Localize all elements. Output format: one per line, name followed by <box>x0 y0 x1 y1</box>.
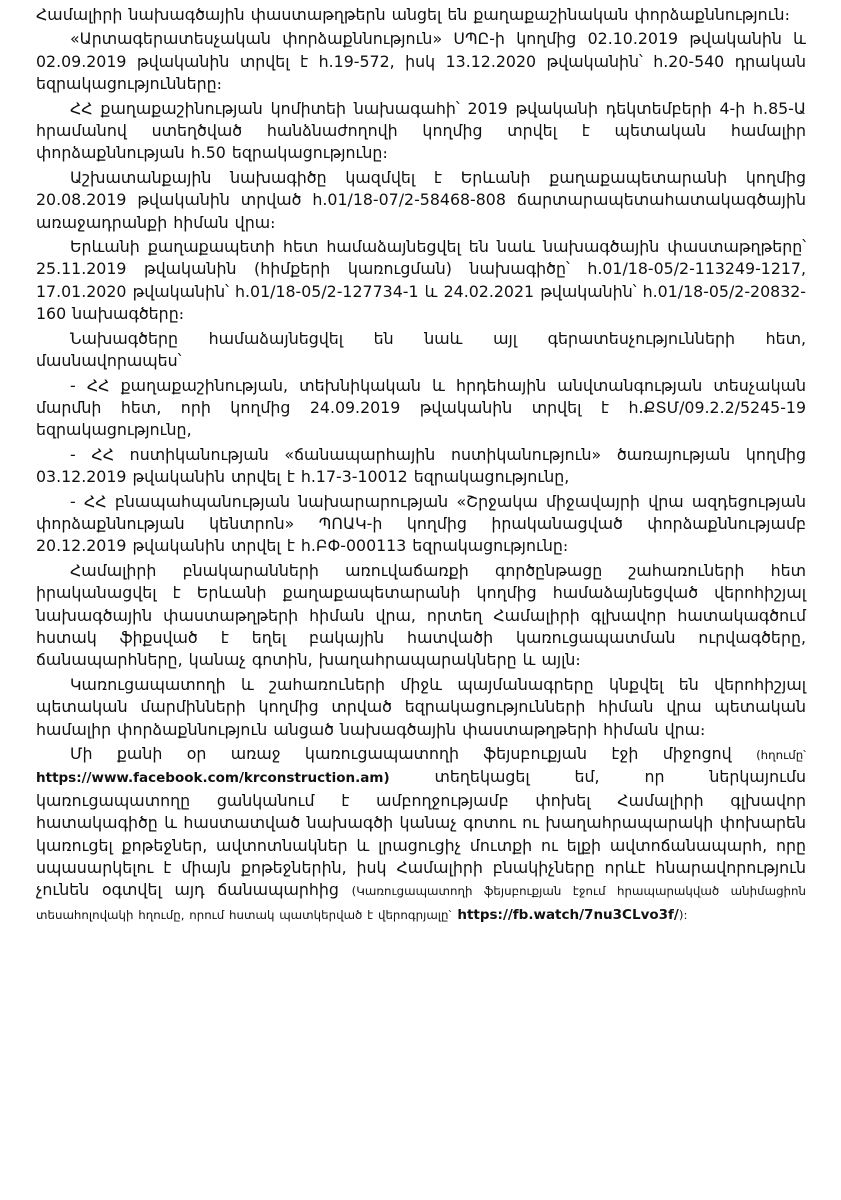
paragraph-expertise-llc: «Արտագերատեսչական փորձաքննություն» ՍՊԸ-ի կողմից 02.10.2019 թվականին և 02.09.2019 թվականին տրվել է հ.19-572, իսկ 13.12.2020 թվականին՝ հ.20-540 դրական եզրակացությունները։ <box>36 29 806 94</box>
facebook-notice-text-a: Մի քանի օր առաջ կառուցապատողի ֆեյսբուքյան էջի միջոցով <box>70 744 732 763</box>
paragraph-working-project: Աշխատանքային նախագիծը կազմվել է Երևանի քաղաքապետարանի կողմից 20.08.2019 թվականին տրված հ.01/18-07/2-58468-808 ճարտարապետահատակագծային առաջադրանքի հիման վրա։ <box>36 167 806 232</box>
paragraph-mayor-approval: Երևանի քաղաքապետի հետ համաձայնեցվել են նաև նախագծային փաստաթղթերը՝ 25.11.2019 թվականին (հիմքերի կառուցման) նախագիծը՝ հ.01/18-05/2-113249-1217, 17.01.2020 թվականին՝ հ.01/18-05/2-127734-1 և 24.02.2021 թվականին՝ հ.01/18-05/2-20832-160 նախագծերը։ <box>36 237 806 324</box>
facebook-notice-text-c: տեղեկացել եմ, որ ներկայումս կառուցապատողը ցանկանում է ամբողջությամբ փոխել Համալիրի գլխավոր հատակագիծը և հաստատված նախագծի կանաչ գոտու ու խաղահրապարակի փոխարեն կառուցել քոթեջներ, ավտոտնակներ և լրացուցիչ մուտքի ու ելքի ավտոճանապարհ, որը սպասարկելու է միայն քոթեջներին, իսկ Համալիրի բնակիչները որևէ հնարավորություն չունեն օգտվել այդ ճանապարհից <box>36 767 806 900</box>
paragraph-sales-process: Համալիրի բնակարանների առուվաճառքի գործընթացը շահառուների հետ իրականացվել է Երևանի քաղաքապետարանի կողմից համաձայնեցված վերոհիշյալ նախագծային փաստաթղթերի հիման վրա, որտեղ Համալիրի գլխավոր հատակագծում հստակ ֆիքսված է եղել բակային հատվածի կառուցապատման ուրվագծերը, ճանապարհները, կանաչ գոտին, խաղահրապարակները և այլն։ <box>36 560 806 670</box>
paragraph-facebook-notice <box>36 743 806 926</box>
paragraph-agencies: Նախագծերը համաձայնեցվել են նաև այլ գերատեսչությունների հետ, մասնավորապես՝ <box>36 328 806 371</box>
list-item-police: - ՀՀ ոստիկանության «ճանապարհային ոստիկանություն» ծառայության կողմից 03.12.2019 թվականին տրվել է հ.17-3-10012 եզրակացությունը, <box>36 444 806 487</box>
document-page <box>36 4 806 928</box>
facebook-page-link[interactable]: https://www.facebook.com/krconstruction.am) <box>36 770 390 787</box>
paragraph-contracts: Կառուցապատողի և շահառուների միջև պայմանագրերը կնքվել են վերոհիշյալ պետական մարմինների կողմից տրված եզրակացությունների հիման վրա պետական համալիր փորձաքննություն անցած նախագծային փաստաթղթերի հիման վրա։ <box>36 674 806 739</box>
facebook-link-prefix: (հղումը՝ <box>756 748 806 762</box>
video-link[interactable]: https://fb.watch/7nu3CLvo3f/ <box>457 906 679 923</box>
paragraph-committee: ՀՀ քաղաքաշինության կոմիտեի նախագահի՝ 2019 թվականի դեկտեմբերի 4-ի հ.85-Ա հրամանով ստեղծված հանձնաժողովի կողմից տրվել է պետական համալիր փորձաքննության հ.50 եզրակացությունը։ <box>36 98 806 163</box>
list-item-environment: - ՀՀ բնապահպանության նախարարության «Շրջակա միջավայրի վրա ազդեցության փորձաքննության կենտրոն» ՊՈԱԿ-ի կողմից իրականացված փորձաքննությամբ 20.12.2019 թվականին տրվել է հ.ԲՓ-000113 եզրակացությունը։ <box>36 491 806 556</box>
list-item-inspection: - ՀՀ քաղաքաշինության, տեխնիկական և հրդեհային անվտանգության տեսչական մարմնի հետ, որի կողմից 24.09.2019 թվականին տրվել է հ.ՔՏՄ/09.2.2/5245-19 եզրակացությունը, <box>36 375 806 440</box>
video-link-suffix: ): <box>678 907 688 922</box>
video-link-prefix: (Կառուցապատողի ֆեյսբուքյան էջում հրապարակված անիմացիոն տեսահոլովակի հղումը, որում հստակ պատկերված է վերոգրյալը՝ <box>36 884 806 922</box>
paragraph-expertise-intro: Համալիրի նախագծային փաստաթղթերն անցել են քաղաքաշինական փորձաքննություն։ <box>36 5 790 24</box>
